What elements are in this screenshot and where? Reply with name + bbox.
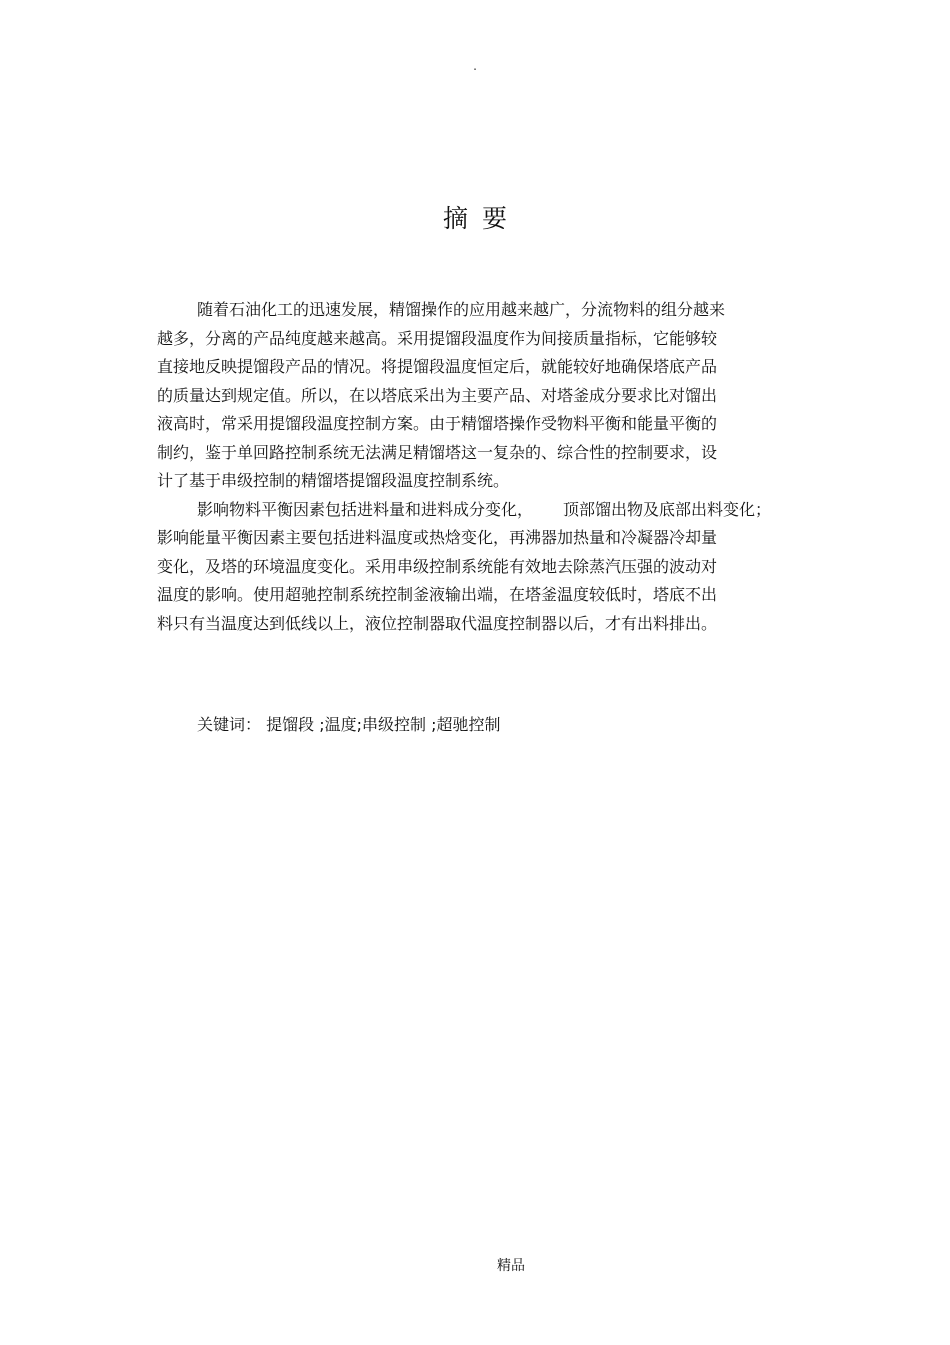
abstract-line: 计了基于串级控制的精馏塔提馏段温度控制系统。 bbox=[157, 471, 510, 490]
footer-text: 精品 bbox=[497, 1258, 525, 1274]
keywords-label: 关键词： bbox=[197, 715, 262, 734]
abstract-line: 温度的影响。使用超驰控制系统控制釜液输出端，在塔釜温度较低时，塔底不出 bbox=[157, 585, 718, 604]
header-mark: . bbox=[473, 59, 477, 73]
abstract-body bbox=[157, 296, 787, 638]
abstract-line: 料只有当温度达到低线以上，液位控制器取代温度控制器以后，才有出料排出。 bbox=[157, 613, 718, 633]
abstract-line: 的质量达到规定值。所以，在以塔底采出为主要产品、对塔釜成分要求比对馏出 bbox=[157, 385, 718, 405]
page-title: 摘要 bbox=[442, 204, 521, 233]
abstract-line-part: 顶部馏出物及底部出料变化； bbox=[563, 499, 772, 519]
keyword-item: 提馏段 bbox=[266, 715, 315, 734]
keywords bbox=[197, 711, 797, 739]
abstract-line: 变化，及塔的环境温度变化。采用串级控制系统能有效地去除蒸汽压强的波动对 bbox=[157, 556, 718, 576]
abstract-line: 制约，鉴于单回路控制系统无法满足精馏塔这一复杂的、综合性的控制要求，设 bbox=[157, 442, 718, 462]
abstract-line: 液高时，常采用提馏段温度控制方案。由于精馏塔操作受物料平衡和能量平衡的 bbox=[157, 414, 718, 433]
keyword-item: ;串级控制 bbox=[356, 715, 427, 734]
abstract-line: 影响能量平衡因素主要包括进料温度或热焓变化，再沸器加热量和冷凝器冷却量 bbox=[157, 528, 718, 547]
abstract-line: 越多，分离的产品纯度越来越高。采用提馏段温度作为间接质量指标，它能够较 bbox=[157, 328, 718, 348]
abstract-line-part: 影响物料平衡因素包括进料量和进料成分变化， bbox=[197, 499, 534, 519]
abstract-line: 直接地反映提馏段产品的情况。将提馏段温度恒定后，就能较好地确保塔底产品 bbox=[157, 357, 718, 376]
abstract-line bbox=[157, 496, 787, 525]
keyword-item: ;超驰控制 bbox=[431, 715, 501, 734]
abstract-line: 随着石油化工的迅速发展，精馏操作的应用越来越广，分流物料的组分越来 bbox=[197, 300, 726, 319]
keyword-item: ;温度 bbox=[319, 715, 357, 734]
